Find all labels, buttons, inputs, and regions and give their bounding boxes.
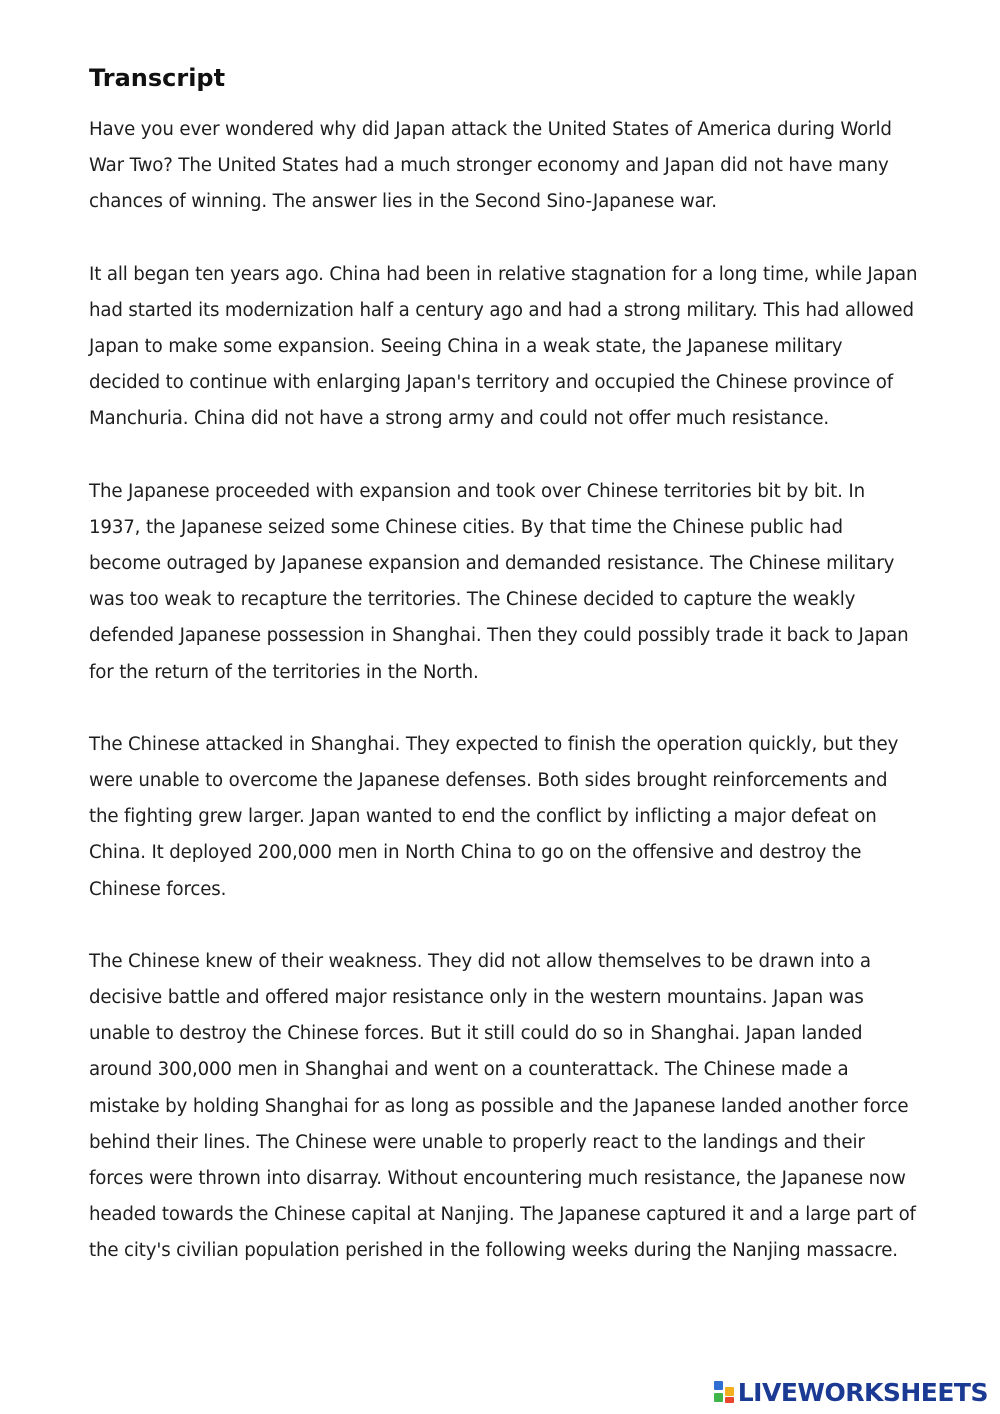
transcript-paragraph-5: The Chinese knew of their weakness. They did not allow themselves to be drawn into a decisive battle and offered major resistance only in the western mountains. Japan was unable to destroy the Chinese forces. But it still could do so in Shanghai. Japan landed around 300,000 men in Shanghai and went on a counterattack. The Chinese made a mistake by holding Shanghai for as long as possible and the Japanese landed another force behind their lines. The Chinese were unable to properly react to the landings and their forces were thrown into disarray. Without encountering much resistance, the Japanese now headed towards the Chinese capital at Nanjing. The Japanese captured it and a large part of the city's civilian population perished in the following weeks during the Nanjing massacre.: [89, 950, 916, 1262]
transcript-paragraph-2: It all began ten years ago. China had been in relative stagnation for a long time, while Japan had started its modernization half a century ago and had a strong military. This had allowed Japan to make some expansion. Seeing China in a weak state, the Japanese military decided to continue with enlarging Japan's territory and occupied the Chinese province of Manchuria. China did not have a strong army and could not offer much resistance.: [89, 263, 918, 430]
liveworksheets-brand: [714, 1376, 988, 1408]
page-title: Transcript: [89, 64, 226, 92]
logo-square-yellow: [725, 1387, 734, 1396]
transcript-paragraph-4: The Chinese attacked in Shanghai. They expected to finish the operation quickly, but they were unable to overcome the Japanese defenses. Both sides brought reinforcements and the fighting grew larger. Japan wanted to end the conflict by inflicting a major defeat on China. It deployed 200,000 men in North China to go on the offensive and destroy the Chinese forces.: [89, 733, 899, 900]
liveworksheets-logo-icon: [714, 1380, 736, 1404]
transcript-paragraph-1: Have you ever wondered why did Japan attack the United States of America during World War Two? The United States had a much stronger economy and Japan did not have many chances of winning. The answer lies in the Second Sino-Japanese war.: [89, 119, 892, 213]
logo-square-green: [714, 1393, 723, 1402]
liveworksheets-logo-text: LIVEWORKSHEETS: [737, 1377, 988, 1407]
logo-square-red: [725, 1397, 734, 1403]
document-page: [89, 60, 919, 1270]
logo-square-blue: [714, 1381, 723, 1390]
transcript-paragraph-3: The Japanese proceeded with expansion and took over Chinese territories bit by bit. In 1937, the Japanese seized some Chinese cities. By that time the Chinese public had become outraged by Japanese expansion and demanded resistance. The Chinese military was too weak to recapture the territories. The Chinese decided to capture the weakly defended Japanese possession in Shanghai. Then they could possibly trade it back to Japan for the return of the territories in the North.: [89, 480, 909, 683]
